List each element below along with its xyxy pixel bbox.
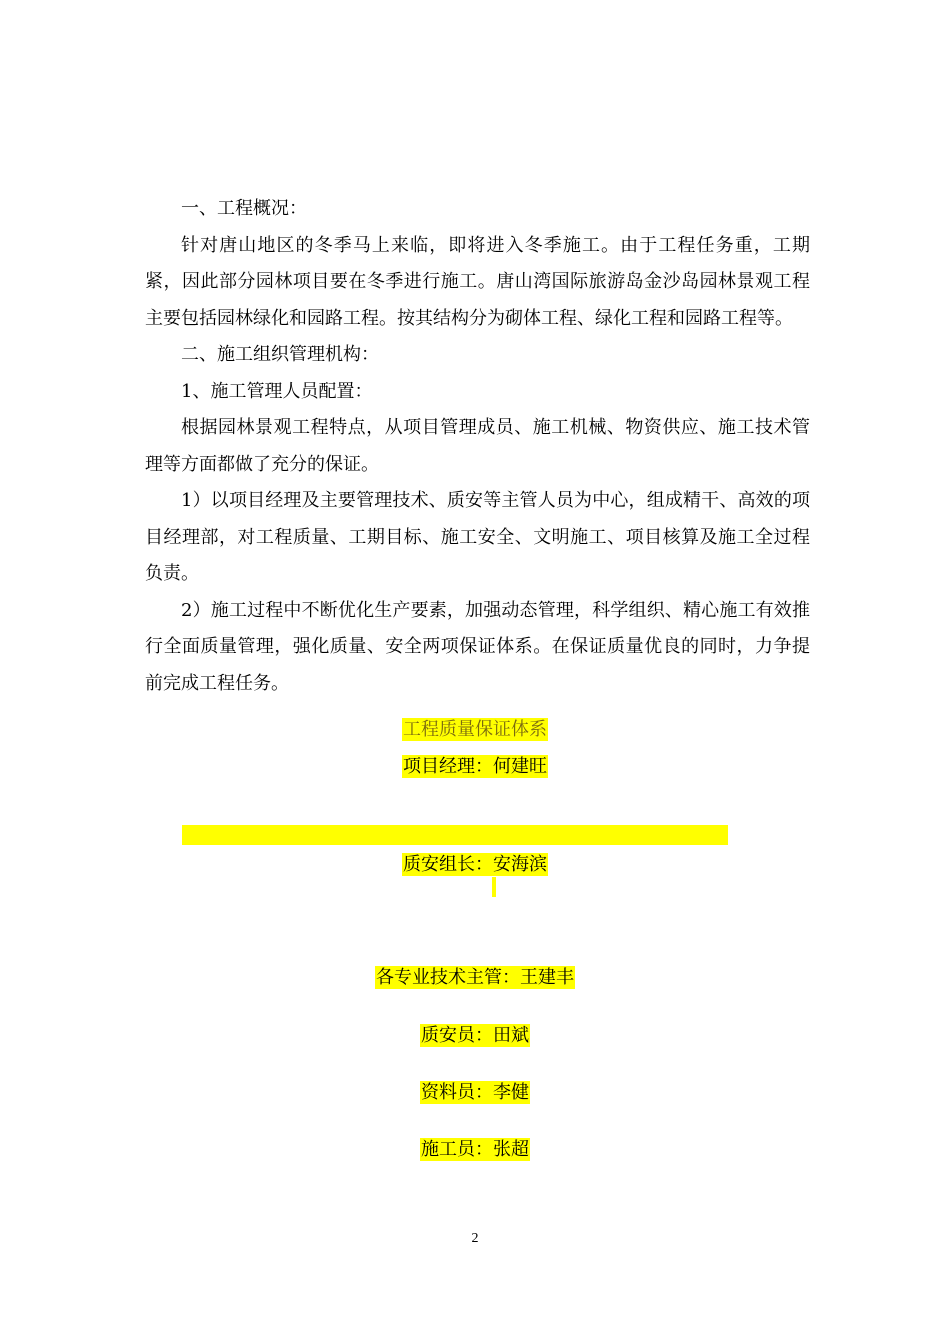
paragraph-item-2: 2）施工过程中不断优化生产要素，加强动态管理，科学组织、精心施工有效推行全面质量管理，强化质量、安全两项保证体系。在保证质量优良的同时，力争提前完成工程任务。 — [145, 599, 810, 694]
quality-officer-label: 质安员：田斌 — [421, 1025, 529, 1046]
paragraph-item-1: 1）以项目经理及主要管理技术、质安等主管人员为中心，组成精干、高效的项目经理部，对工程质量、工期目标、施工安全、文明施工、项目核算及施工全过程负责。 — [145, 490, 810, 584]
tech-supervisor-label: 各专业技术主管：王建丰 — [376, 967, 574, 988]
connector-line — [492, 877, 496, 897]
section-heading-overview: 一、工程概况： — [181, 198, 307, 219]
paragraph-overview: 针对唐山地区的冬季马上来临，即将进入冬季施工。由于工程任务重，工期紧，因此部分园林项目要在冬季进行施工。唐山湾国际旅游岛金沙岛园林景观工程主要包括园林绿化和园路工程。按其结构分为砌体工程、绿化工程和园路工程等。 — [145, 234, 810, 329]
org-chart-construction-officer — [0, 1138, 950, 1162]
org-chart-document-officer — [0, 1081, 950, 1105]
org-chart-manager — [0, 755, 950, 779]
section-heading-organization: 二、施工组织管理机构： — [181, 344, 379, 365]
page-number: 2 — [471, 1231, 479, 1246]
paragraph-staffing: 根据园林景观工程特点，从项目管理成员、施工机械、物资供应、施工技术管理等方面都做了充分的保证。 — [145, 417, 810, 475]
body-text — [145, 191, 810, 702]
construction-officer-label: 施工员：张超 — [421, 1139, 529, 1160]
safety-leader-label: 质安组长：安海滨 — [403, 854, 547, 875]
document-officer-label: 资料员：李健 — [421, 1082, 529, 1103]
subheading-staffing: 1、施工管理人员配置： — [181, 380, 373, 402]
org-chart-safety-leader — [0, 853, 950, 877]
org-chart-title-text: 工程质量保证体系 — [403, 719, 547, 740]
manager-label: 项目经理：何建旺 — [403, 756, 547, 777]
org-chart-quality-officer — [0, 1024, 950, 1048]
org-chart-title — [0, 718, 950, 742]
org-chart-tech-supervisor — [0, 966, 950, 990]
highlight-bar — [182, 825, 728, 845]
